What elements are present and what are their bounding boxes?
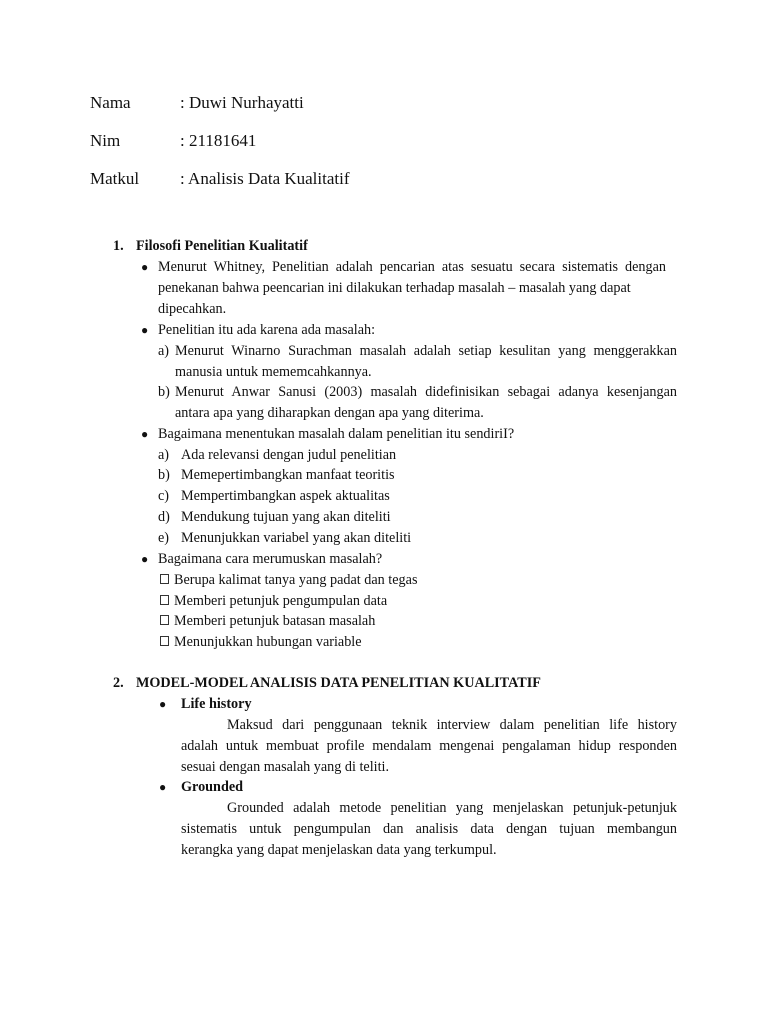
item-a-marker: a) bbox=[158, 343, 170, 359]
life-history-line-3: sesuai dengan masalah yang di teliti. bbox=[181, 759, 390, 775]
list-item: Memberi petunjuk batasan masalah bbox=[174, 613, 376, 629]
square-bullet-icon bbox=[160, 595, 169, 605]
whitney-line-1: Menurut Whitney, Penelitian adalah pencarian atas sesuatu secara sistematis dengan bbox=[158, 259, 666, 275]
bullet-dot-icon: ● bbox=[159, 780, 167, 794]
grounded-line-2: sistematis untuk pengumpulan dan analisis data dengan tujuan membangun bbox=[181, 821, 677, 837]
section1-number: 1. bbox=[113, 238, 124, 254]
bullet-dot-icon: ● bbox=[141, 323, 149, 337]
list-item: Menunjukkan hubungan variable bbox=[174, 634, 362, 650]
grounded-title: Grounded bbox=[181, 779, 244, 795]
life-history-line-1: Maksud dari penggunaan teknik interview dalam penelitian life history bbox=[227, 717, 677, 733]
merumuskan-intro: Bagaimana cara merumuskan masalah? bbox=[158, 551, 383, 567]
matkul-label: Matkul bbox=[90, 169, 140, 188]
square-bullet-icon bbox=[160, 574, 169, 584]
winarno-line-2: manusia untuk mememcahkannya. bbox=[175, 364, 372, 380]
bullet-dot-icon: ● bbox=[141, 427, 149, 441]
section1-title: Filosofi Penelitian Kualitatif bbox=[136, 238, 308, 254]
life-history-title: Life history bbox=[181, 696, 252, 712]
item-b-marker: b) bbox=[158, 384, 170, 400]
list-marker: a) bbox=[158, 447, 170, 463]
list-item: Mempertimbangkan aspek aktualitas bbox=[181, 488, 390, 504]
bullet-dot-icon: ● bbox=[141, 552, 149, 566]
sanusi-line-1: Menurut Anwar Sanusi (2003) masalah didefinisikan sebagai adanya kesenjangan bbox=[175, 384, 677, 400]
winarno-line-1: Menurut Winarno Surachman masalah adalah setiap kesulitan yang menggerakkan bbox=[175, 343, 677, 359]
square-bullet-icon bbox=[160, 615, 169, 625]
list-item: Ada relevansi dengan judul penelitian bbox=[181, 447, 397, 463]
bullet-dot-icon: ● bbox=[141, 260, 149, 274]
square-bullet-icon bbox=[160, 636, 169, 646]
nama-label: Nama bbox=[90, 93, 131, 112]
grounded-line-3: kerangka yang dapat menjelaskan data yang terkumpul. bbox=[181, 842, 497, 858]
life-history-line-2: adalah untuk membuat profile mendalam mengenai pengalaman hidup responden bbox=[181, 738, 677, 754]
whitney-line-3: dipecahkan. bbox=[158, 301, 227, 317]
whitney-line-2: penekanan bahwa peencarian ini dilakukan terhadap masalah – masalah yang dapat bbox=[158, 280, 631, 296]
nim-value: : 21181641 bbox=[180, 131, 256, 151]
list-marker: d) bbox=[158, 509, 170, 525]
list-item: Memberi petunjuk pengumpulan data bbox=[174, 593, 388, 609]
list-marker: c) bbox=[158, 488, 170, 504]
list-item: Mendukung tujuan yang akan diteliti bbox=[181, 509, 391, 525]
bullet-dot-icon: ● bbox=[159, 697, 167, 711]
section2-title: MODEL-MODEL ANALISIS DATA PENELITIAN KUALITATIF bbox=[136, 675, 541, 691]
section2-number: 2. bbox=[113, 675, 124, 691]
sanusi-line-2: antara apa yang diharapkan dengan apa yang diterima. bbox=[175, 405, 484, 421]
list-item: Berupa kalimat tanya yang padat dan tegas bbox=[174, 572, 418, 588]
grounded-line-1: Grounded adalah metode penelitian yang menjelaskan petunjuk-petunjuk bbox=[227, 800, 677, 816]
menentukan-intro: Bagaimana menentukan masalah dalam penelitian itu sendiriI? bbox=[158, 426, 515, 442]
list-marker: e) bbox=[158, 530, 170, 546]
matkul-value: : Analisis Data Kualitatif bbox=[180, 169, 350, 189]
nim-label: Nim bbox=[90, 131, 121, 150]
list-item: Menunjukkan variabel yang akan diteliti bbox=[181, 530, 412, 546]
list-item: Memepertimbangkan manfaat teoritis bbox=[181, 467, 395, 483]
nama-value: : Duwi Nurhayatti bbox=[180, 93, 304, 113]
masalah-intro: Penelitian itu ada karena ada masalah: bbox=[158, 322, 376, 338]
list-marker: b) bbox=[158, 467, 170, 483]
